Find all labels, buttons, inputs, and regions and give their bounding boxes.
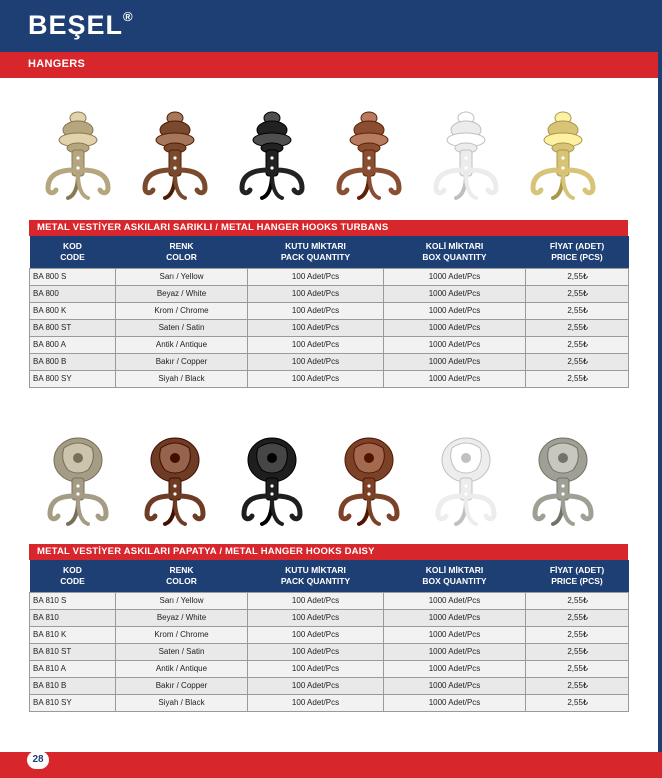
page-edge-stripe bbox=[658, 0, 662, 778]
hook-photo-yellow bbox=[519, 104, 607, 214]
cell-price: 2,55₺ bbox=[526, 285, 629, 302]
cell-color: Sarı / Yellow bbox=[116, 268, 248, 285]
table-turbans bbox=[29, 220, 628, 388]
table-daisy bbox=[29, 544, 628, 712]
hook-photo-copper-satin bbox=[325, 104, 413, 214]
col-color-header: RENK COLOR bbox=[116, 236, 248, 268]
hook-photo-antique bbox=[34, 104, 122, 214]
footer-band bbox=[0, 752, 662, 778]
cell-pack: 100 Adet/Pcs bbox=[248, 319, 384, 336]
brand-name: BEŞEL bbox=[28, 10, 124, 40]
cell-price: 2,55₺ bbox=[526, 677, 629, 694]
cell-code: BA 810 B bbox=[30, 677, 116, 694]
hook-photo-antique bbox=[34, 426, 122, 536]
cell-box: 1000 Adet/Pcs bbox=[384, 643, 526, 660]
cell-code: BA 810 S bbox=[30, 592, 116, 609]
table-row bbox=[30, 626, 629, 643]
cell-box: 1000 Adet/Pcs bbox=[384, 302, 526, 319]
cell-color: Saten / Satin bbox=[116, 643, 248, 660]
cell-box: 1000 Adet/Pcs bbox=[384, 609, 526, 626]
hook-photo-chrome bbox=[519, 426, 607, 536]
cell-code: BA 800 A bbox=[30, 336, 116, 353]
table-title: METAL VESTİYER ASKILARI PAPATYA / METAL HANGER HOOKS DAISY bbox=[29, 544, 628, 560]
section-band bbox=[0, 52, 662, 78]
cell-price: 2,55₺ bbox=[526, 626, 629, 643]
col-pack-header: KUTU MİKTARI PACK QUANTITY bbox=[248, 560, 384, 592]
cell-pack: 100 Adet/Pcs bbox=[248, 336, 384, 353]
cell-pack: 100 Adet/Pcs bbox=[248, 302, 384, 319]
table-row bbox=[30, 677, 629, 694]
hook-photo-black bbox=[228, 104, 316, 214]
table-row bbox=[30, 694, 629, 711]
table-row bbox=[30, 336, 629, 353]
cell-box: 1000 Adet/Pcs bbox=[384, 370, 526, 387]
cell-pack: 100 Adet/Pcs bbox=[248, 694, 384, 711]
cell-price: 2,55₺ bbox=[526, 353, 629, 370]
cell-color: Antik / Antique bbox=[116, 660, 248, 677]
cell-box: 1000 Adet/Pcs bbox=[384, 660, 526, 677]
cell-code: BA 800 SY bbox=[30, 370, 116, 387]
page-number: 28 bbox=[27, 751, 49, 769]
table-row bbox=[30, 268, 629, 285]
col-code-header: KOD CODE bbox=[30, 560, 116, 592]
cell-pack: 100 Adet/Pcs bbox=[248, 268, 384, 285]
table-row bbox=[30, 660, 629, 677]
cell-price: 2,55₺ bbox=[526, 302, 629, 319]
table-header bbox=[30, 560, 629, 592]
cell-color: Bakır / Copper bbox=[116, 353, 248, 370]
cell-code: BA 810 A bbox=[30, 660, 116, 677]
cell-price: 2,55₺ bbox=[526, 592, 629, 609]
cell-box: 1000 Adet/Pcs bbox=[384, 677, 526, 694]
cell-pack: 100 Adet/Pcs bbox=[248, 643, 384, 660]
cell-code: BA 810 ST bbox=[30, 643, 116, 660]
cell-box: 1000 Adet/Pcs bbox=[384, 353, 526, 370]
cell-color: Siyah / Black bbox=[116, 694, 248, 711]
cell-pack: 100 Adet/Pcs bbox=[248, 370, 384, 387]
cell-code: BA 800 S bbox=[30, 268, 116, 285]
cell-price: 2,55₺ bbox=[526, 268, 629, 285]
table-row bbox=[30, 353, 629, 370]
cell-code: BA 810 bbox=[30, 609, 116, 626]
section-title: HANGERS bbox=[28, 58, 86, 70]
cell-box: 1000 Adet/Pcs bbox=[384, 285, 526, 302]
table-body bbox=[30, 592, 629, 711]
cell-color: Antik / Antique bbox=[116, 336, 248, 353]
table-body bbox=[30, 268, 629, 387]
col-color-header: RENK COLOR bbox=[116, 560, 248, 592]
cell-pack: 100 Adet/Pcs bbox=[248, 626, 384, 643]
cell-code: BA 800 ST bbox=[30, 319, 116, 336]
cell-box: 1000 Adet/Pcs bbox=[384, 268, 526, 285]
col-box-header: KOLİ MİKTARI BOX QUANTITY bbox=[384, 236, 526, 268]
cell-pack: 100 Adet/Pcs bbox=[248, 592, 384, 609]
table-row bbox=[30, 319, 629, 336]
cell-color: Beyaz / White bbox=[116, 285, 248, 302]
registered-mark: ® bbox=[123, 9, 134, 24]
cell-price: 2,55₺ bbox=[526, 319, 629, 336]
hook-photo-copper bbox=[131, 426, 219, 536]
col-code-header: KOD CODE bbox=[30, 236, 116, 268]
cell-box: 1000 Adet/Pcs bbox=[384, 626, 526, 643]
cell-box: 1000 Adet/Pcs bbox=[384, 336, 526, 353]
cell-price: 2,55₺ bbox=[526, 336, 629, 353]
cell-code: BA 810 K bbox=[30, 626, 116, 643]
cell-pack: 100 Adet/Pcs bbox=[248, 660, 384, 677]
col-box-header: KOLİ MİKTARI BOX QUANTITY bbox=[384, 560, 526, 592]
cell-color: Krom / Chrome bbox=[116, 302, 248, 319]
hook-photo-black bbox=[228, 426, 316, 536]
cell-color: Krom / Chrome bbox=[116, 626, 248, 643]
hook-photo-copper-satin bbox=[325, 426, 413, 536]
cell-code: BA 800 bbox=[30, 285, 116, 302]
table-row bbox=[30, 285, 629, 302]
cell-code: BA 810 SY bbox=[30, 694, 116, 711]
hook-photo-copper bbox=[131, 104, 219, 214]
col-price-header: FİYAT (ADET) PRICE (PCS) bbox=[526, 236, 629, 268]
table-row bbox=[30, 370, 629, 387]
table-title: METAL VESTİYER ASKILARI SARIKLI / METAL HANGER HOOKS TURBANS bbox=[29, 220, 628, 236]
cell-color: Sarı / Yellow bbox=[116, 592, 248, 609]
price-table bbox=[29, 236, 629, 388]
cell-pack: 100 Adet/Pcs bbox=[248, 677, 384, 694]
cell-color: Saten / Satin bbox=[116, 319, 248, 336]
cell-pack: 100 Adet/Pcs bbox=[248, 285, 384, 302]
brand-logo bbox=[28, 10, 134, 41]
price-table bbox=[29, 560, 629, 712]
table-row bbox=[30, 609, 629, 626]
hook-photo-white bbox=[422, 426, 510, 536]
hook-photo-white bbox=[422, 104, 510, 214]
cell-box: 1000 Adet/Pcs bbox=[384, 694, 526, 711]
cell-color: Siyah / Black bbox=[116, 370, 248, 387]
hook-photos-daisy bbox=[34, 426, 634, 536]
cell-price: 2,55₺ bbox=[526, 609, 629, 626]
col-price-header: FİYAT (ADET) PRICE (PCS) bbox=[526, 560, 629, 592]
table-row bbox=[30, 592, 629, 609]
cell-code: BA 800 K bbox=[30, 302, 116, 319]
cell-price: 2,55₺ bbox=[526, 660, 629, 677]
col-pack-header: KUTU MİKTARI PACK QUANTITY bbox=[248, 236, 384, 268]
cell-price: 2,55₺ bbox=[526, 643, 629, 660]
cell-pack: 100 Adet/Pcs bbox=[248, 609, 384, 626]
cell-box: 1000 Adet/Pcs bbox=[384, 592, 526, 609]
table-header bbox=[30, 236, 629, 268]
cell-box: 1000 Adet/Pcs bbox=[384, 319, 526, 336]
cell-color: Bakır / Copper bbox=[116, 677, 248, 694]
cell-code: BA 800 B bbox=[30, 353, 116, 370]
cell-pack: 100 Adet/Pcs bbox=[248, 353, 384, 370]
table-row bbox=[30, 643, 629, 660]
hook-photos-turbans bbox=[34, 104, 634, 214]
cell-price: 2,55₺ bbox=[526, 370, 629, 387]
cell-color: Beyaz / White bbox=[116, 609, 248, 626]
table-row bbox=[30, 302, 629, 319]
cell-price: 2,55₺ bbox=[526, 694, 629, 711]
